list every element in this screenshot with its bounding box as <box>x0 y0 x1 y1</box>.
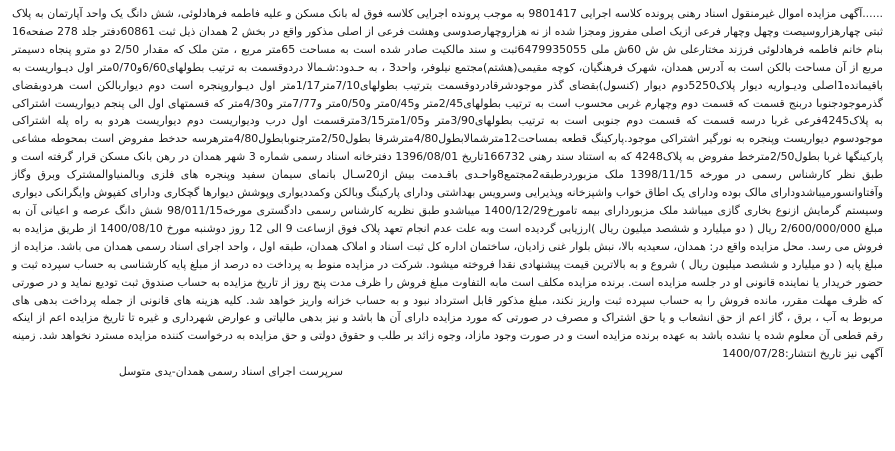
notice-body-text: ......آگهی مزایده اموال غیرمنقول اسناد رهنی پرونده کلاسه اجرایی 9801417 به موجب پرونده اجرایی کلاسه فوق له بانک مسکن و علیه فاطمه فرهادلوئی، شش دانگ یک واحد آپارتمان به پلاک ثبتی چهارهزاروسیصت وچهل وچهار فرعی ازیک اصلی مفروز ومجزا شده از نه هزاروچهارصدوسی وهشت فرعی از اصلی مذکور واقع در بخش 2 همدان ذیل ثبت 60861دفتر جلد 278 صفحه16 بنام خانم فاطمه فرهادلوئی فرزند مختارعلی ش ش 60ش ملی 6479935055ثبت و سند مالکیت صادر شده است به مساحت 65متر مربع ، متن ملک که مقدار 2/50 دو مترو پنجاه دسیمتر مربع از آن مساحت بالکن است به آدرس همدان، شهرک فرهنگیان، کوچه مقیمی(هشتم)مجتمع نیلوفر، واحد3 ، به حـدود:شـمالا دردوقسمت به ترتیب بطولهای6/60و0/70متر اول دیـواریست به باقیمانده1اصلی ودیـواریه دیوار پلاک5250دوم دیوار (کنسول)بقضای گذر موجودشرقادردوقسمت بترتیب بطولهای7/10متر1/17متر اول دیـواروپنجره است دوم دیواربالکن است هردوبقضای گذرموجودجنوبا دربنج قسمت که قسمت دوم وچهارم غربی محسوب است به ترتیب بطولهای2/45متر و0/45متر و0/50متر و7/77متر و4/30متر که قسمتهای اول الی پنجم دیواریست اشتراکی به پلاک4245فرعی غربا درسه قسمت که قسمت دوم جنوبی است به ترتیب بطولهای3/90متر و1/05متر3/15مترقسمت اول درب ودیواریست دوم دیواریست هردو به راه پله اشتراکی موجودسوم دیواریست وپنجره به نورگیر اشتراکی موجود.پارکینگ قطعه بمساحت12مترشمالابطول4/80مترشرقا بطول2/50مترجنوبابطول4/80مترهرسه حدخط مفروض است بمحوطه مشاعی پارکینگها غربا بطول2/50مترخط مفروض به پلاک4248 که به استناد سند رهنی 166732تاریخ 1396/08/01 دفترخانه اسناد رسمی شماره 3 شهر همدان در رهن بانک مسکن قرار گرفته است و طبق نظر کارشناس رسمی در مورخه 1398/11/15 ملک مزبوردرطبقه2مجتمع8واحـدی باقـدمت بیش از20سـال بانمای سیمان سفید وپنجره های فلزی وبالمنیاوالمشترک وبرق وگاز وآفتاوانسورمیباشدودارای مالک بوده ودارای یک اطاق خواب واشپزخانه وپذیرایی وسرویس بهداشتی ودارای پارکینگ وبالکن وکمددیواری وپوشش دیوارها گچکاری ودارای کفپوش وایگرانکی دیواری وسیستم گرمایش ازنوع بخاری گازی میباشد ملک مزبوردارای بیمه تامورخ1400/12/29 میباشدو طبق نظریه کارشناس رسمی دادگستری مورخه98/011/15 شش دانگ عرصه و اعیانی آن به مبلغ 2/600/000/000 ریال ( دو میلیارد و ششصد میلیون ریال )ارزیابی گردیده است وبه علت عدم انجام تعهد پلاک فوق ازساعت 9 الی 12 روز دوشنبه مورخ 1400/08/10 از طریق مزایده به فروش می رسد. محل مزایده واقع در: همدان، سعیدیه بالا، نبش بلوار غنی زادیان، ساختمان اداره کل ثبت اسناد و املاک همدان، طبقه اول ، واحد اجرای اسناد رسمی همدان می باشد. مزایده از مبلغ پایه ( دو میلیارد و ششصد میلیون ریال ) شروع و به بالاترین قیمت پیشنهادی نقدا فروخته میشود. شرکت در مزایده منوط به پرداخت ده درصد از مبلغ پایه کارشناسی به حساب سپرده ثبت و حضور خریدار یا نماینده قانونی او در جلسه مزایده است. برنده مزایده مکلف است مابه التفاوت مبلغ فروش را ظرف مدت پنج روز از تاریخ مزایده به حساب صندوق ثبت تودیع نماید و در صورتی که ظرف مهلت مقرر، مانده فروش را به حساب سپرده ثبت واریز نکند، مبلغ مذکور قابل استرداد نبود و به حساب خزانه واریز خواهد شد. کلیه هزینه های قانونی از جمله پرداخت بدهی های مربوط به آب ، برق ، گاز اعم از حق انشعاب و یا حق اشتراک و مصرف در صورتی که مورد مزایده دارای آن ها باشد و نیز بدهی مالیاتی و عوارض شهرداری و غیره تا تاریخ مزایده اعم از اینکه رقم قطعی آن معلوم شده یا نشده باشد به عهده برنده مزایده است و در صورت وجود مازاد، وجوه زائد بر طلب و حقوق دولتی و حق مزایده به درخواست کننده مزایده مسترد نخواهد شد. زمینه آگهی نیز تاریخ انتشار:1400/07/28 <box>12 7 884 361</box>
notice-signature: سرپرست اجرای اسناد رسمی همدان-یدی متوسل <box>118 365 343 379</box>
